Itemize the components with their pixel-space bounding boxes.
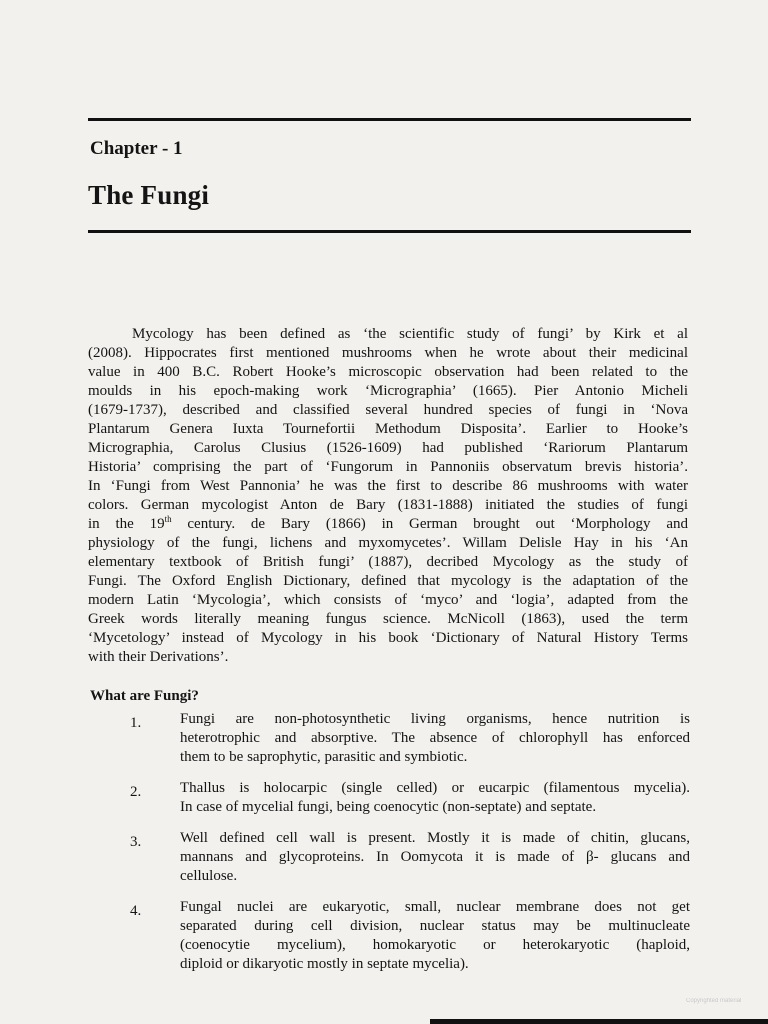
list-item-line: diploid or dikaryotic mostly in septate mycelia). [180, 956, 469, 972]
list-item-line: them to be saprophytic, parasitic and symbiotic. [180, 749, 468, 765]
paragraph-line: (2008). Hippocrates first mentioned mushrooms when he wrote about their medicinal [88, 345, 688, 361]
list-item [88, 829, 690, 886]
chapter-label: Chapter - 1 [90, 138, 183, 159]
list-item-number: 3. [130, 834, 142, 850]
paragraph-line: colors. German mycologist Anton de Bary (1831-1888) initiated the studies of fungi [88, 497, 688, 513]
copyright-watermark: Copyrighted material [686, 998, 742, 1004]
list-item-line: Well defined cell wall is present. Mostly it is made of chitin, glucans, [180, 830, 690, 846]
list-item [88, 710, 690, 767]
list-item-text [180, 829, 690, 886]
list-item-line: (coenocytie mycelium), homokaryotic or heterokaryotic (haploid, [180, 937, 690, 953]
list-item-number: 4. [130, 903, 142, 919]
paragraph-line: Micrographia, Carolus Clusius (1526-1609) had published ‘Rariorum Plantarum [88, 440, 688, 456]
list-item-line: heterotrophic and absorptive. The absence of chlorophyll has enforced [180, 730, 690, 746]
list-item-line: Fungal nuclei are eukaryotic, small, nuclear membrane does not get [180, 899, 690, 915]
list-item-line: mannans and glycoproteins. In Oomycota it is made of β- glucans and [180, 849, 690, 865]
paragraph-line: modern Latin ‘Mycologia’, which consists of ‘myco’ and ‘logia’, adapted from the [88, 592, 688, 608]
list-item-number: 1. [130, 715, 142, 731]
paragraph-line: Fungi. The Oxford English Dictionary, defined that mycology is the adaptation of the [88, 573, 688, 589]
header-top-rule [88, 118, 691, 121]
list-item-text [180, 710, 690, 767]
header-bottom-rule [88, 230, 691, 233]
list-item-line: In case of mycelial fungi, being coenocytic (non-septate) and septate. [180, 799, 597, 815]
list-item [88, 898, 690, 974]
paragraph-line: In ‘Fungi from West Pannonia’ he was the first to describe 86 mushrooms with water [88, 478, 688, 494]
paragraph-line: with their Derivations’. [88, 649, 229, 665]
paragraph-line: elementary textbook of British fungi’ (1887), decribed Mycology as the study of [88, 554, 688, 570]
paragraph-line: value in 400 B.C. Robert Hooke’s microscopic observation had been related to the [88, 364, 688, 380]
century-prefix: in the 19 [88, 516, 165, 532]
list-item-line: cellulose. [180, 868, 238, 884]
century-superscript: th [164, 514, 172, 524]
list-item-line: Fungi are non-photosynthetic living organisms, hence nutrition is [180, 711, 690, 727]
century-suffix: century. de Bary (1866) in German brought out ‘Morphology and [171, 516, 688, 532]
paragraph-line-century [88, 515, 688, 534]
intro-paragraph [88, 325, 688, 667]
paragraph-line: physiology of the fungi, lichens and myxomycetes’. Willam Delisle Hay in his ‘An [88, 535, 688, 551]
footer-rule [430, 1019, 768, 1024]
list-item-number: 2. [130, 784, 142, 800]
chapter-title: The Fungi [88, 180, 210, 210]
list-item-line: Thallus is holocarpic (single celled) or eucarpic (filamentous mycelia). [180, 780, 690, 796]
list-item-text [180, 898, 690, 974]
paragraph-line: Historia’ comprising the part of ‘Fungorum in Pannoniis observatum brevis historia’. [88, 459, 688, 475]
fungi-characteristics-list [88, 710, 690, 986]
list-item-line: separated during cell division, nuclear status may be multinucleate [180, 918, 690, 934]
paragraph-line: moulds in his epoch-making work ‘Micrographia’ (1665). Pier Antonio Micheli [88, 383, 688, 399]
list-item [88, 779, 690, 817]
section-heading: What are Fungi? [90, 688, 199, 704]
paragraph-line: Greek words literally meaning fungus science. McNicoll (1863), used the term [88, 611, 688, 627]
paragraph-line: Mycology has been defined as ‘the scientific study of fungi’ by Kirk et al [132, 326, 688, 342]
list-item-text [180, 779, 690, 817]
paragraph-line: (1679-1737), described and classified several hundred species of fungi in ‘Nova [88, 402, 688, 418]
paragraph-line: ‘Mycetology’ instead of Mycology in his book ‘Dictionary of Natural History Terms [88, 630, 688, 646]
paragraph-line: Plantarum Genera Iuxta Tournefortii Methodum Disposita’. Earlier to Hooke’s [88, 421, 688, 437]
